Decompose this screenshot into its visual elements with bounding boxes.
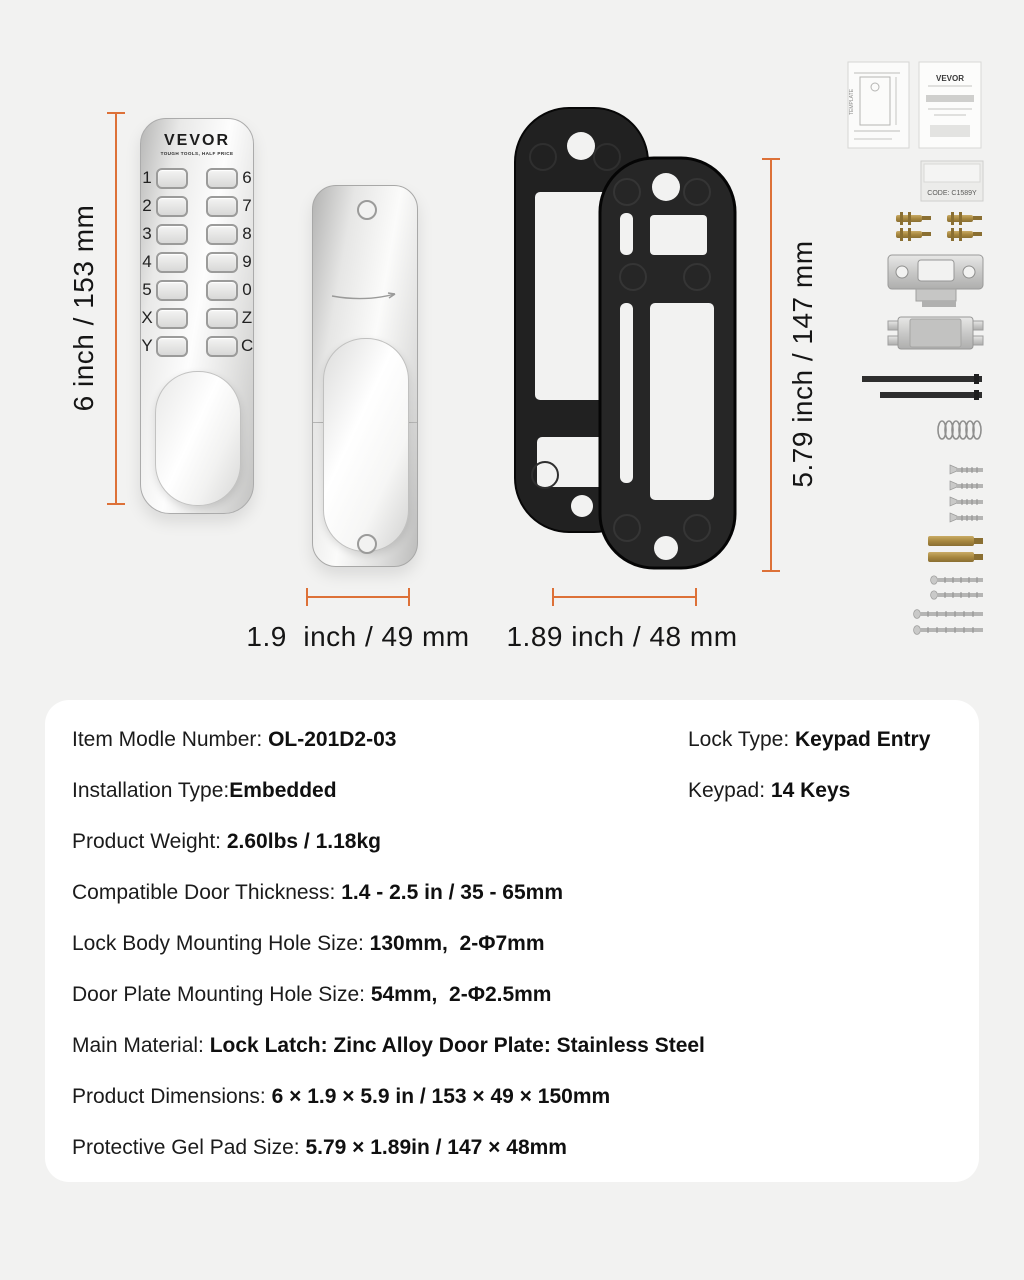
interior-plate-image [312,185,418,567]
spec-row-model [72,714,705,765]
key-label: 0 [242,280,252,299]
spec-value: 130mm, 2-Φ7mm [369,931,545,955]
spec-label: Product Dimensions: [72,1084,272,1108]
key-label: 8 [242,224,252,243]
spec-row-door-plate-hole [72,969,705,1020]
key-button [156,224,188,245]
key-label: X [141,308,153,327]
keypad-tagline: TOUGH TOOLS, HALF PRICE [160,151,234,156]
key-label: 1 [142,168,152,187]
dim-label-lock-height: 6 inch / 153 mm [68,204,99,412]
spec-value: 1.4 - 2.5 in / 35 - 65mm [341,880,564,904]
spec-value: 54mm, 2-Φ2.5mm [370,982,552,1006]
gel-pad-front [600,158,735,568]
key-button [156,336,188,357]
spec-value: Keypad Entry [795,727,931,751]
spec-value: 14 Keys [770,778,851,802]
key-button [206,308,238,329]
spec-label: Compatible Door Thickness: [72,880,342,904]
keypad-key-row [141,248,253,276]
key-label: 9 [242,252,252,271]
spec-label: Keypad: [688,778,771,802]
key-button [206,336,238,357]
gel-pads-image [495,95,755,585]
spec-label: Main Material: [72,1033,210,1057]
brass-posts [928,536,983,562]
key-label: 3 [142,224,152,243]
plate-thumb-knob [323,338,409,552]
svg-text:CODE: C1589Y: CODE: C1589Y [927,190,977,197]
spec-row-material [72,1020,705,1071]
wall-anchors [896,212,982,241]
svg-text:VEVOR: VEVOR [935,74,965,83]
key-button [206,280,238,301]
mounting-screws [950,465,983,522]
machine-screws [931,576,983,599]
keypad-key-row [141,220,253,248]
key-button [156,168,188,189]
spec-value: 5.79 × 1.89in / 147 × 48mm [305,1135,567,1159]
keypad-key-row [141,304,253,332]
spring [938,421,981,439]
spec-label: Lock Body Mounting Hole Size: [72,931,370,955]
spindle-rods [862,374,982,400]
key-button [156,280,188,301]
strike-plate [888,255,983,307]
key-label: 5 [142,280,152,299]
key-label: 7 [242,196,252,215]
spec-row-gel-pad [72,1122,705,1173]
key-button [156,308,188,329]
spec-label: Protective Gel Pad Size: [72,1135,306,1159]
spec-value: 2.60lbs / 1.18kg [226,829,381,853]
user-manual [919,62,981,148]
keypad-lock-image [140,118,254,514]
key-button [206,224,238,245]
accessories-image [840,55,1024,647]
key-label: 4 [142,252,152,271]
key-button [206,252,238,273]
latch-body [888,317,983,349]
spec-value: Lock Latch: Zinc Alloy Door Plate: Stainless Steel [209,1033,705,1057]
rotation-arrow-icon [329,290,401,302]
spec-label: Door Plate Mounting Hole Size: [72,982,371,1006]
dim-line-pad-width [552,596,697,598]
spec-value: 6 × 1.9 × 5.9 in / 153 × 49 × 150mm [271,1084,611,1108]
spec-label: Item Modle Number: [72,727,269,751]
keypad-key-row [141,276,253,304]
spec-label: Lock Type: [688,727,796,751]
spec-row-dimensions [72,1071,705,1122]
key-label: Y [141,336,153,355]
dim-line-lock-height [115,112,117,505]
spec-value: Embedded [229,778,337,802]
spec-row-installation [72,765,705,816]
keypad-keys [141,164,253,360]
key-button [206,168,238,189]
key-button [156,196,188,217]
dim-label-lock-width: 1.9 inch / 49 mm [246,621,470,652]
spec-label: Product Weight: [72,829,227,853]
spec-column-left [72,714,705,1173]
key-button [156,252,188,273]
installation-template [848,62,909,148]
dim-line-lock-width [306,596,410,598]
code-card [921,161,983,201]
spec-row-keypad [688,765,930,816]
spec-card [45,700,979,1182]
key-button [206,196,238,217]
long-screws [914,610,983,635]
spec-row-door-thickness [72,867,705,918]
spec-label: Installation Type: [72,778,230,802]
spec-row-weight [72,816,705,867]
key-label: C [241,336,254,355]
keypad-brand-logo: VEVOR [163,132,230,149]
spec-value: OL-201D2-03 [268,727,397,751]
plate-screw-hole-top [357,200,377,220]
spec-row-lock-type [688,714,930,765]
plate-screw-hole-bottom [357,534,377,554]
key-label: 2 [142,196,152,215]
dim-line-pad-height [770,158,772,572]
svg-text:TEMPLATE: TEMPLATE [849,88,855,115]
keypad-knob [155,371,241,506]
key-label: 6 [242,168,252,187]
keypad-key-row [141,164,253,192]
key-label: Z [241,308,253,327]
dim-label-pad-height: 5.79 inch / 147 mm [787,240,818,488]
spec-row-lock-body-hole [72,918,705,969]
keypad-key-row [141,332,253,360]
spec-column-right [688,714,930,816]
keypad-key-row [141,192,253,220]
dim-label-pad-width: 1.89 inch / 48 mm [506,621,738,652]
